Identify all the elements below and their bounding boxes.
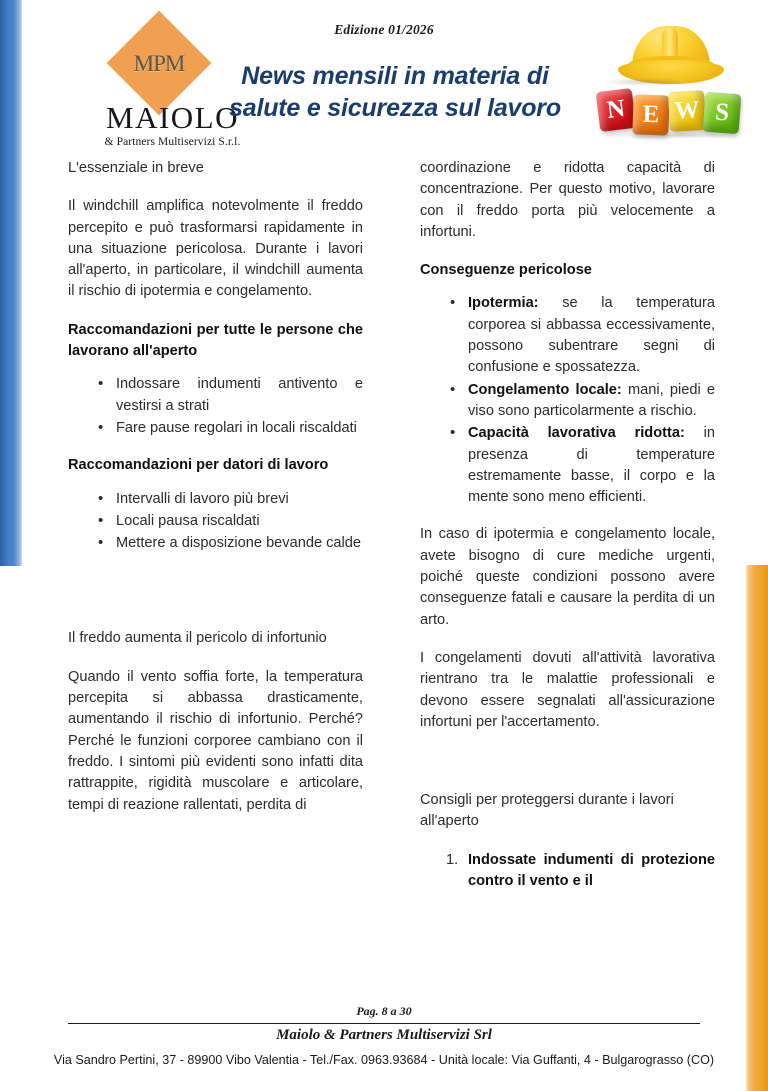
urgent-care-paragraph: In caso di ipotermia e congelamento locale, avete bisogno di cure mediche urgenti, poiché queste condizioni possono avere conseguenze fatali e causare la perdita di un arto. [420,526,715,628]
news-letter-cubes [596,84,746,140]
logo-monogram: MPM [133,51,185,76]
list-item-term: Capacità lavorativa ridotta: [468,425,685,442]
recommendations-outdoor-heading: Raccomandazioni per tutte le persone che lavorano all'aperto [68,321,363,360]
column-spacer [68,570,363,628]
news-cube-n: N [596,88,637,132]
news-cube-e: E [632,94,669,135]
cold-danger-heading: Il freddo aumenta il pericolo di infortunio [68,630,327,647]
list-item: • Locali pausa riscaldati [68,511,363,532]
list-item: • Indossare indumenti antivento e vestirsi a strati [68,374,363,417]
column-spacer [420,750,715,790]
list-item-text: in presenza di temperature estremamente basse, il corpo e la mente sono meno efficienti. [468,425,715,506]
tips-list [420,850,715,893]
tips-heading: Consigli per proteggersi durante i lavori all'aperto [420,792,674,830]
list-item: • Mettere a disposizione bevande calde [68,533,363,554]
essentials-heading: L'essenziale in breve [68,160,204,176]
list-item [420,423,715,508]
recommendations-employers-list [68,489,363,555]
list-item [420,380,715,423]
essentials-paragraph: Il windchill amplifica notevolmente il freddo percepito e può trasformarsi rapidamente in una situazione pericolosa. Durante i lavori all'aperto, in particolare, il windchill aumenta il rischio di ipotermia e congelamento. [68,198,363,300]
consequences-list [420,293,715,508]
logo-company-subtitle: & Partners Multiservizi S.r.l. [104,136,241,148]
continued-paragraph: coordinazione e ridotta capacità di concentrazione. Per questo motivo, lavorare con il freddo porta più velocemente a infortuni. [420,160,715,240]
logo-company-name: MAIOLO [106,100,239,135]
edition-label: Edizione 01/2026 [334,22,434,37]
list-item-text: se la temperatura corporea si abbassa eccessivamente, possono subentrare segni di confusione e spossatezza. [468,295,715,376]
page-header [0,0,768,160]
list-item: Indossate indumenti di protezione contro il vento e il [468,851,715,890]
consequences-heading: Conseguenze pericolose [420,262,592,279]
left-column [68,158,363,833]
recommendations-employers-heading: Raccomandazioni per datori di lavoro [68,457,329,474]
footer-address: Via Sandro Pertini, 37 - 89900 Vibo Valentia - Tel./Fax. 0963.93684 - Unità locale: Via Guffanti, 4 - Bulgarograsso (CO) [53,1053,715,1067]
list-item [420,293,715,378]
footer-company-name: Maiolo & Partners Multiservizi Srl [276,1027,492,1043]
page-footer [0,1004,768,1091]
page-title: News mensili in materia di salute e sicurezza sul lavoro [229,62,561,122]
cold-danger-paragraph: Quando il vento soffia forte, la temperatura percepita si abbassa drasticamente, aumentando il rischio di infortunio. Perché? Perché le funzioni corporee cambiano con il freddo. I sintomi più evidenti sono infatti dita rattrappite, rigidità muscolare e articolare, tempi di reazione rallentati, perdita di [68,668,363,813]
list-item-term: Ipotermia: [468,295,539,312]
list-item: • Fare pause regolari in locali riscaldati [68,418,363,439]
footer-divider [68,1023,700,1024]
recommendations-outdoor-list [68,374,363,439]
right-column [420,158,715,892]
list-item-term: Congelamento locale: [468,381,622,398]
list-item-text: mani, piedi e viso sono particolarmente a rischio. [468,381,715,419]
list-item: • Intervalli di lavoro più brevi [68,489,363,510]
occupational-disease-paragraph: I congelamenti dovuti all'attività lavorativa rientrano tra le malattie professionali e devono essere segnalati all'assicurazione infortuni per l'accertamento. [420,649,715,730]
news-cube-s: S [703,92,742,134]
page-number: Pag. 8 a 30 [356,1004,412,1018]
news-cube-w: W [668,90,706,132]
body-columns [0,158,768,1003]
news-graphic [590,22,750,152]
